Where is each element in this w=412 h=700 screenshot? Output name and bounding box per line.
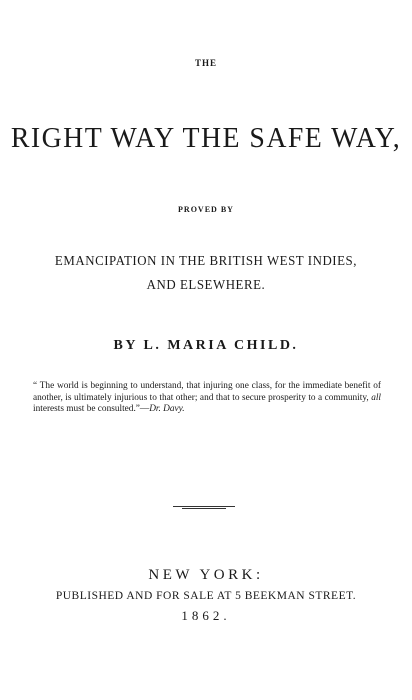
author-line: BY L. MARIA CHILD. bbox=[113, 338, 299, 353]
epigraph-italic-word: all bbox=[371, 392, 382, 403]
imprint-publisher: PUBLISHED AND FOR SALE AT 5 BEEKMAN STREET. bbox=[55, 590, 357, 602]
epigraph-text: “ The world is beginning to understand, that injuring one class, for the immediate benefit of another, is ultimately injurious to that other; and that to secure prosperity to a community, bbox=[33, 381, 381, 403]
subtitle-line-2: AND ELSEWHERE. bbox=[146, 278, 266, 293]
epigraph-text-end: interests must be consulted.”— bbox=[33, 404, 150, 414]
title-article: THE bbox=[194, 58, 217, 68]
imprint-city: NEW YORK: bbox=[148, 567, 264, 583]
subtitle-line-1: EMANCIPATION IN THE BRITISH WEST INDIES, bbox=[54, 254, 358, 269]
rule-line-top bbox=[173, 506, 235, 507]
epigraph-quote bbox=[33, 381, 381, 416]
imprint-year: 1862. bbox=[181, 608, 231, 623]
decorative-rule bbox=[173, 506, 235, 509]
proved-by-label: PROVED BY bbox=[178, 205, 234, 214]
rule-line-bottom bbox=[182, 508, 226, 509]
epigraph-attribution: Dr. Davy. bbox=[149, 404, 185, 414]
main-title: RIGHT WAY THE SAFE WAY, bbox=[10, 122, 402, 154]
